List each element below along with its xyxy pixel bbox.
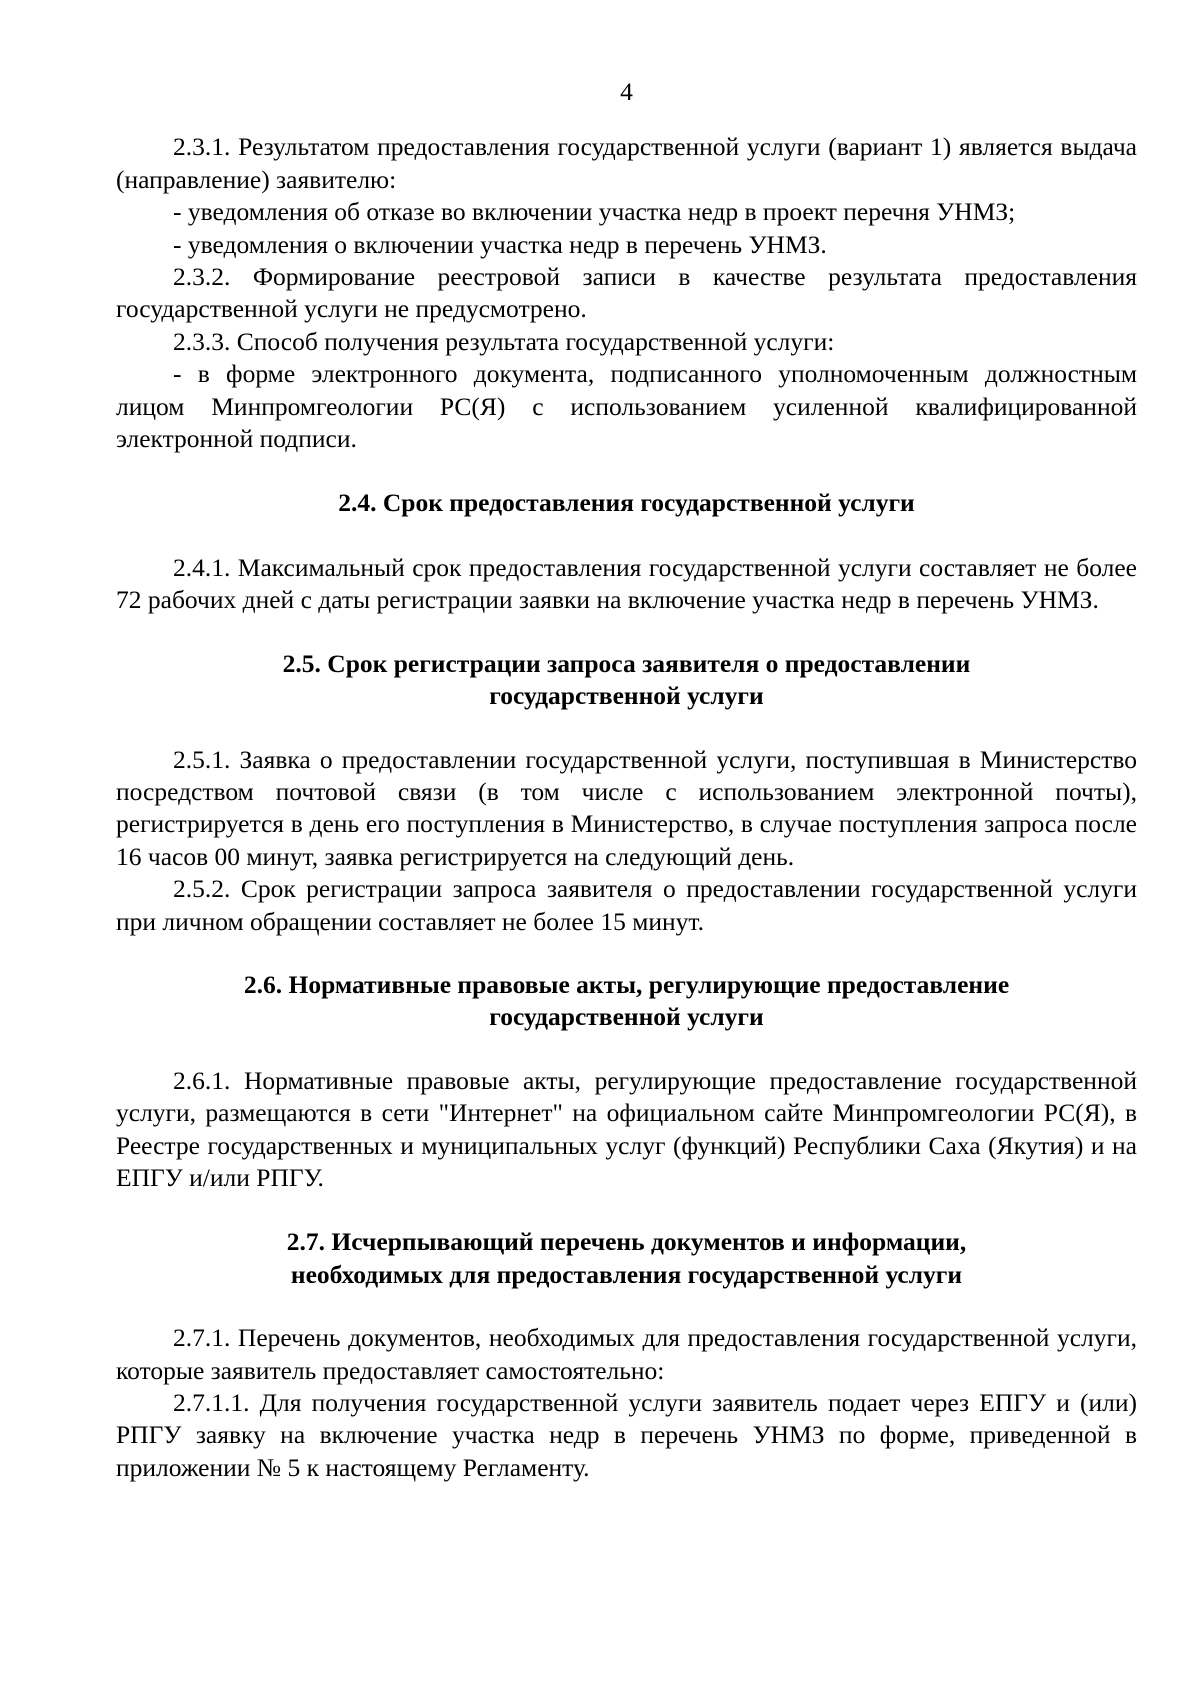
- heading-2-5-line-1: 2.5. Срок регистрации запроса заявителя о предоставлении: [282, 648, 971, 678]
- paragraph-electronic-document: - в форме электронного документа, подписанного уполномоченным должностным лицом Минпромгеологии РС(Я) с использованием усиленной квалифицированной электронной подписи.: [116, 359, 1137, 454]
- paragraph-2-3-1: 2.3.1. Результатом предоставления государственной услуги (вариант 1) является выдача (направление) заявителю:: [116, 132, 1137, 194]
- paragraph-2-4-1: 2.4.1. Максимальный срок предоставления государственной услуги составляет не более 72 рабочих дней с даты регистрации заявки на включение участка недр в перечень УНМЗ.: [116, 552, 1137, 615]
- page-number: 4: [620, 77, 633, 106]
- heading-2-7: [116, 1226, 1137, 1291]
- paragraph-2-7-1-1: 2.7.1.1. Для получения государственной услуги заявитель подает через ЕПГУ и (или) РПГУ заявку на включение участка недр в перечень УНМЗ по форме, приведенной в приложении № 5 к настоящему Регламенту.: [116, 1388, 1137, 1482]
- paragraph-2-3-2: 2.3.2. Формирование реестровой записи в качестве результата предоставления государственной услуги не предусмотрено.: [116, 262, 1137, 324]
- document-page: [116, 76, 1137, 1484]
- paragraph-2-5-2: 2.5.2. Срок регистрации запроса заявителя о предоставлении государственной услуги при личном обращении составляет не более 15 минут.: [116, 874, 1137, 936]
- heading-2-5-line-2: государственной услуги: [489, 681, 764, 711]
- paragraph-2-6-1: 2.6.1. Нормативные правовые акты, регулирующие предоставление государственной услуги, размещаются в сети "Интернет" на официальном сайте Минпромгеологии РС(Я), в Реестре государственных и муниципальных услуг (функций) Республики Саха (Якутия) и на ЕПГУ и/или РПГУ.: [116, 1065, 1137, 1192]
- bullet-inclusion-notice: - уведомления о включении участка недр в перечень УНМЗ.: [173, 229, 827, 259]
- heading-2-4: [116, 487, 1137, 519]
- heading-2-6-line-1: 2.6. Нормативные правовые акты, регулирующие предоставление: [243, 969, 1010, 999]
- heading-2-6-line-2: государственной услуги: [489, 1002, 764, 1032]
- heading-2-6: [116, 969, 1137, 1034]
- heading-2-7-line-2: необходимых для предоставления государственной услуги: [290, 1259, 963, 1289]
- heading-2-7-line-1: 2.7. Исчерпывающий перечень документов и информации,: [286, 1227, 967, 1257]
- paragraph-2-3-3: 2.3.3. Способ получения результата государственной услуги:: [173, 326, 835, 356]
- section-2-3-results: [116, 131, 1137, 455]
- paragraph-2-5-1: 2.5.1. Заявка о предоставлении государственной услуги, поступившая в Министерство посредством почтовой связи (в том числе с использованием электронной почты), регистрируется в день его поступления в Министерство, в случае поступления запроса после 16 часов 00 минут, заявка регистрируется на следующий день.: [116, 744, 1137, 871]
- heading-2-4-line: 2.4. Срок предоставления государственной услуги: [338, 488, 915, 518]
- paragraph-2-7-1: 2.7.1. Перечень документов, необходимых для предоставления государственной услуги, которые заявитель предоставляет самостоятельно:: [116, 1323, 1137, 1385]
- bullet-refusal-notice: - уведомления об отказе во включении участка недр в проект перечня УНМЗ;: [173, 197, 1016, 227]
- heading-2-5: [116, 648, 1137, 713]
